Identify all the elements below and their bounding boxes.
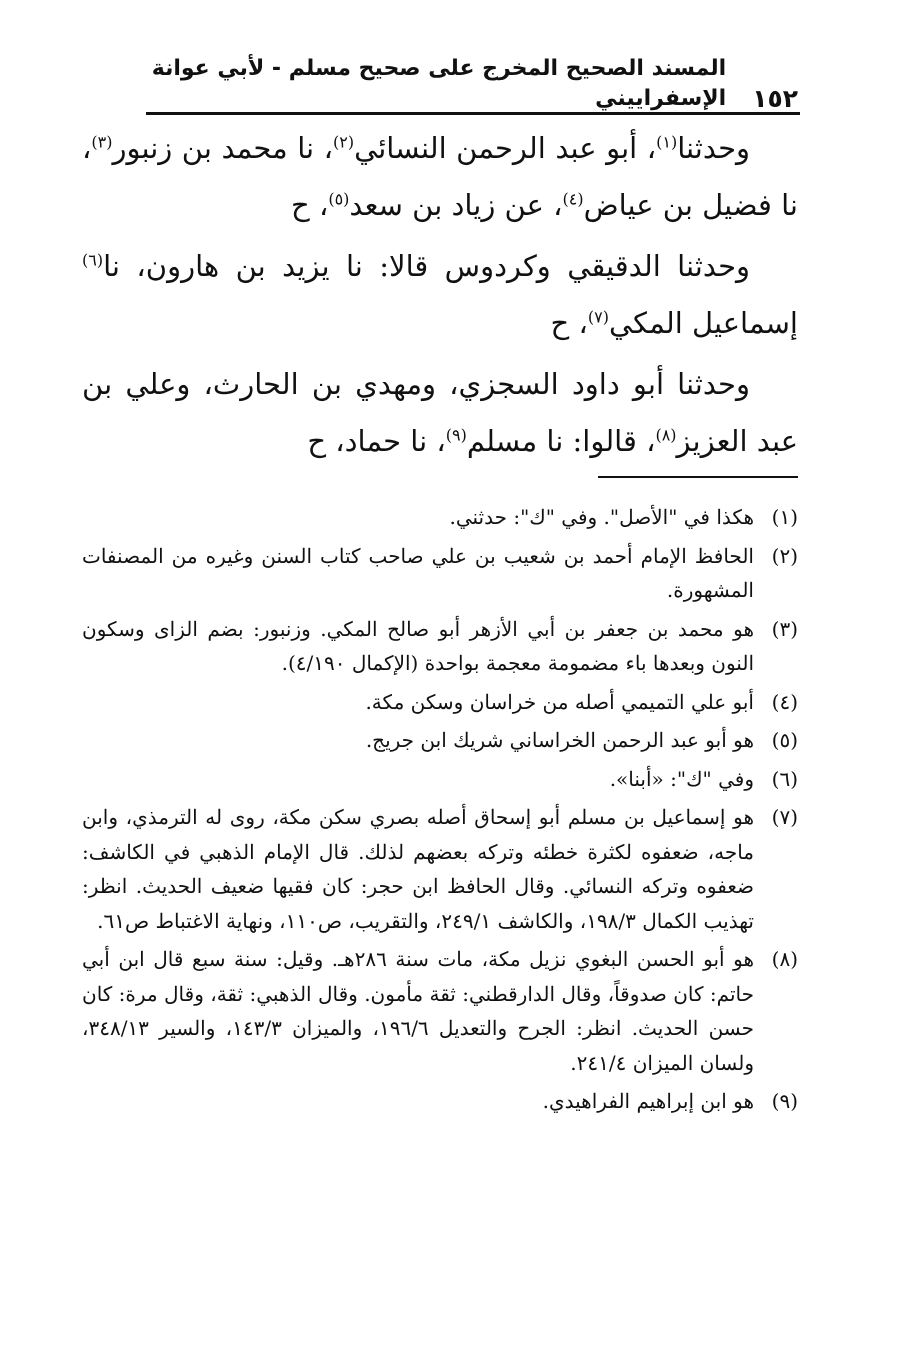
footnote: [82, 723, 798, 758]
footnote-number: (٤): [771, 689, 798, 714]
footnote-number: (٧): [771, 805, 798, 829]
page-number: ١٥٢: [752, 84, 798, 113]
footnote-text: الحافظ الإمام أحمد بن شعيب بن علي صاحب كتاب السنن وغيره من المصنفات المشهورة.: [82, 543, 754, 602]
footnote-ref[interactable]: (٩): [445, 425, 467, 445]
header-rule: [146, 112, 800, 115]
footnote: [82, 685, 798, 720]
footnote-ref[interactable]: (٥): [328, 189, 350, 209]
footnote-text: هو ابن إبراهيم الفراهيدي.: [542, 1089, 754, 1113]
footnote-number: (٥): [771, 728, 798, 752]
main-paragraph: وحدثنا$^{(١)}$، أبو عبد الرحمن النسائي$^{(٢)}$، نا محمد بن زنبور$^{(٣)}$، نا فضيل بن عياض$^{(٤)}$، عن زياد بن سعد$^{(٥)}$، ح: [82, 131, 798, 222]
footnote: [82, 539, 798, 608]
footnote-number: (٦): [771, 766, 798, 791]
footnote-text: أبو علي التميمي أصله من خراسان وسكن مكة.: [365, 689, 754, 714]
footnote-text: هكذا في "الأصل". وفي "ك": حدثني.: [449, 505, 754, 529]
footnotes: [82, 500, 798, 1123]
footnote-ref[interactable]: (٨): [655, 425, 677, 445]
footnote: [82, 612, 798, 681]
footnote-text: هو إسماعيل بن مسلم أبو إسحاق أصله بصري سكن مكة، روى له الترمذي، وابن ماجه، ضعفوه لكثرة خطئه وتركه بعضهم لذلك. قال الإمام الذهبي في الكاشف: ضعفوه وتركه النسائي. وقال الحافظ ابن حجر: كان فقيها ضعيف الحديث. انظر: تهذيب الكمال ١٩٨/٣، والكاشف ٢٤٩/١، والتقريب، ص١١٠، ونهاية الاغتباط ص٦١.: [82, 805, 755, 933]
footnote-number: (١): [771, 505, 798, 529]
footnote-number: (٩): [771, 1089, 798, 1113]
footnote-text: وفي "ك": «أبنا».: [609, 766, 754, 791]
footnote-ref[interactable]: (٢): [332, 132, 355, 152]
footnote-ref[interactable]: (٣): [91, 132, 113, 152]
footnote: [82, 800, 798, 938]
running-title: المسند الصحيح المخرج على صحيح مسلم - لأبي عوانة الإسفراييني: [151, 56, 727, 111]
footnote-number: (٢): [771, 543, 798, 568]
main-paragraph: وحدثنا الدقيقي وكردوس قالا: نا يزيد بن هارون، نا$^{(٦)}$ إسماعيل المكي$^{(٧)}$، ح: [82, 249, 798, 340]
footnote-ref[interactable]: (٧): [587, 307, 609, 327]
footnote-text: هو أبو الحسن البغوي نزيل مكة، مات سنة ٢٨٦هـ. وقيل: سنة سبع قال ابن أبي حاتم: كان صدوقاً، وقال الدارقطني: ثقة مأمون. وقال الذهبي: ثقة، وقال مرة: كان حسن الحديث. انظر: الجرح والتعديل ١٩٦/٦، والميزان ١٤٣/٣، والسير ٣٤٨/١٣، ولسان الميزان ٢٤١/٤.: [82, 947, 755, 1075]
footnote: [82, 1084, 798, 1119]
footnote-separator: [598, 476, 798, 478]
footnote-ref[interactable]: (٦): [82, 250, 104, 270]
footnote-ref[interactable]: (١): [656, 132, 678, 152]
footnote: [82, 500, 798, 535]
footnote-number: (٨): [771, 947, 798, 971]
footnote-text: هو أبو عبد الرحمن الخراساني شريك ابن جريج.: [365, 728, 754, 752]
page-header: [148, 56, 798, 114]
footnote: [82, 942, 798, 1080]
footnote-number: (٣): [771, 616, 798, 641]
footnote-ref[interactable]: (٤): [562, 189, 584, 209]
footnote: [82, 762, 798, 797]
main-text: [82, 120, 798, 474]
footnote-text: هو محمد بن جعفر بن أبي الأزهر أبو صالح المكي. وزنبور: بضم الزاى وسكون النون وبعدها باء مضمومة معجمة بواحدة (الإكمال ٤/١٩٠).: [82, 616, 755, 675]
main-paragraph: وحدثنا أبو داود السجزي، ومهدي بن الحارث، وعلي بن عبد العزيز$^{(٨)}$، قالوا: نا مسلم$^{(٩)}$، نا حماد، ح: [82, 367, 798, 458]
